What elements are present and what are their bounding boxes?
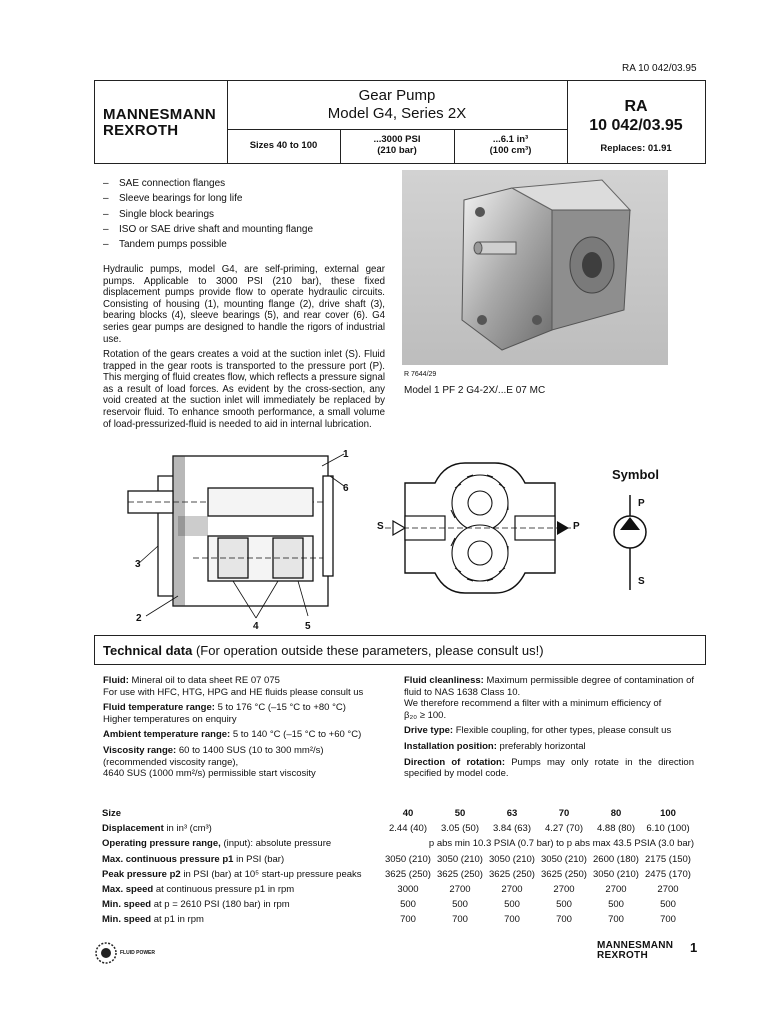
ra-label: RA: [624, 98, 648, 115]
photo-reference: R 7644/29: [404, 371, 437, 378]
pressure-cell: ...3000 PSI (210 bar): [373, 134, 421, 156]
gear-suction-label: S: [377, 521, 384, 532]
feature-item: – Sleeve bearings for long life: [103, 191, 393, 206]
technical-left-column: Fluid: Mineral oil to data sheet RE 07 075 For use with HFC, HTG, HPG and HE fluids please consult us Fluid temperature range: 5 to 176 °C (–15 °C to +80 °C) Higher temperatures on enquiry Ambient temperature range: 5 to 140 °C (–15 °C to +60 °C) Viscosity range: 60 to 1400 SUS (10 to 300 mm²/s) (recommended viscosity range), 4640 SUS (1000 mm²/s) permissible start viscosity: [103, 675, 364, 780]
intro-paragraph-1: Hydraulic pumps, model G4, are self-priming, external gear pumps. Applicable to 3000 PSI (210 bar), these fixed displacement pumps provide flow to operate hydraulic circuits. Consisting of housing (1), mounting flange (2), drive shaft (3), bearing blocks (4), sleeve bearings (5), and rear cover (6). G4 series gear pumps are designed to handle the rigors of industrial use.: [103, 264, 385, 345]
symbol-pressure-label: P: [638, 498, 645, 509]
symbol-title: Symbol: [612, 467, 659, 482]
label-1: 1: [343, 449, 349, 460]
label-5: 5: [305, 621, 311, 632]
table-row: Min. speed at p = 2610 PSI (180 bar) in rpm 500 500 500 500 500 500: [102, 899, 676, 911]
specification-table: [102, 806, 694, 928]
feature-list: [103, 176, 393, 252]
page-number: 1: [690, 940, 698, 955]
product-photo: [402, 170, 668, 365]
label-2: 2: [136, 613, 142, 624]
table-row: Max. continuous pressure p1 in PSI (bar) 3050 (210) 3050 (210) 3050 (210) 3050 (210) 2600 (180) 2175 (150): [102, 853, 691, 865]
pump-symbol: [605, 490, 675, 595]
brand-line-1: MANNESMANN: [103, 106, 216, 123]
label-3: 3: [135, 559, 141, 570]
cross-section-drawing: [118, 446, 368, 636]
gear-pump-photo: [402, 170, 668, 365]
title-line-2: Model G4, Series 2X: [327, 105, 467, 122]
label-4: 4: [253, 621, 259, 632]
sizes-cell: Sizes 40 to 100: [249, 140, 318, 151]
gear-pressure-label: P: [573, 521, 580, 532]
technical-data-title: Technical data: [103, 643, 193, 658]
photo-caption: Model 1 PF 2 G4-2X/...E 07 MC: [404, 385, 546, 396]
table-row: Min. speed at p1 in rpm 700 700 700 700 700 700: [102, 914, 676, 926]
badge-seal-icon: [94, 941, 118, 965]
header-box: [94, 80, 706, 164]
feature-item: – Single block bearings: [103, 207, 393, 222]
brand-line-2: REXROTH: [103, 122, 179, 139]
intro-paragraph-2: Rotation of the gears creates a void at the suction inlet (S). Fluid trapped in the gear roots is transported to the pressure port (P). This merging of fluid creates flow, which reflects a pressure signal as a result of load forces. As evident by the cross-section, any void created at the suction inlet will immediately be replaced by reservoir fluid. To enhance smooth performance, a small volume of load-pressurized-fluid is needed to aid in internal lubrication.: [103, 349, 385, 430]
volume-cell: ...6.1 in³ (100 cm³): [489, 134, 532, 156]
ra-number: 10 042/03.95: [589, 117, 683, 134]
brand-logo: [103, 107, 216, 139]
table-row: Size 40 50 63 70 80 100: [102, 808, 676, 820]
feature-item: – Tandem pumps possible: [103, 237, 393, 252]
fluid-power-badge: [94, 941, 164, 967]
technical-data-header: [94, 635, 706, 665]
replaces-text: Replaces: 01.91: [600, 143, 672, 154]
footer-brand-logo: MANNESMANN REXROTH: [597, 940, 674, 961]
label-6: 6: [343, 483, 349, 494]
gear-diagram: [375, 458, 585, 598]
title-line-1: Gear Pump: [358, 87, 436, 104]
badge-text: FLUID POWER: [120, 950, 155, 956]
feature-item: – SAE connection flanges: [103, 176, 393, 191]
table-row: Displacement in in³ (cm³) 2.44 (40) 3.05 (50) 3.84 (63) 4.27 (70) 4.88 (80) 6.10 (100): [102, 823, 690, 835]
technical-right-column: Fluid cleanliness: Maximum permissible degree of contamination of fluid to NAS 1638 Class 10. We therefore recommend a filter with a minimum efficiency of β₂₀ ≥ 100. Drive type: Flexible coupling, for other types, please consult us Installation position: preferably horizontal Direction of rotation: Pumps may only rotate in the direction specified by model code.: [404, 675, 694, 780]
table-row: Max. speed at continuous pressure p1 in rpm 3000 2700 2700 2700 2700 2700: [102, 884, 679, 896]
document-reference: RA 10 042/03.95: [622, 63, 697, 74]
feature-item: – ISO or SAE drive shaft and mounting flange: [103, 222, 393, 237]
ra-block: [567, 97, 705, 154]
technical-data-subtitle: (For operation outside these parameters, please consult us!): [195, 643, 544, 658]
table-row: Operating pressure range, (input): absolute pressure p abs min 10.3 PSIA (0.7 bar) to p abs max 43.5 PSIA (3.0 bar): [102, 838, 694, 850]
symbol-suction-label: S: [638, 576, 645, 587]
table-row: Peak pressure p2 in PSI (bar) at 10⁵ start-up pressure peaks 3625 (250) 3625 (250) 3625 (250) 3625 (250) 3050 (210) 2475 (170): [102, 868, 691, 880]
doc-title: [227, 87, 567, 123]
